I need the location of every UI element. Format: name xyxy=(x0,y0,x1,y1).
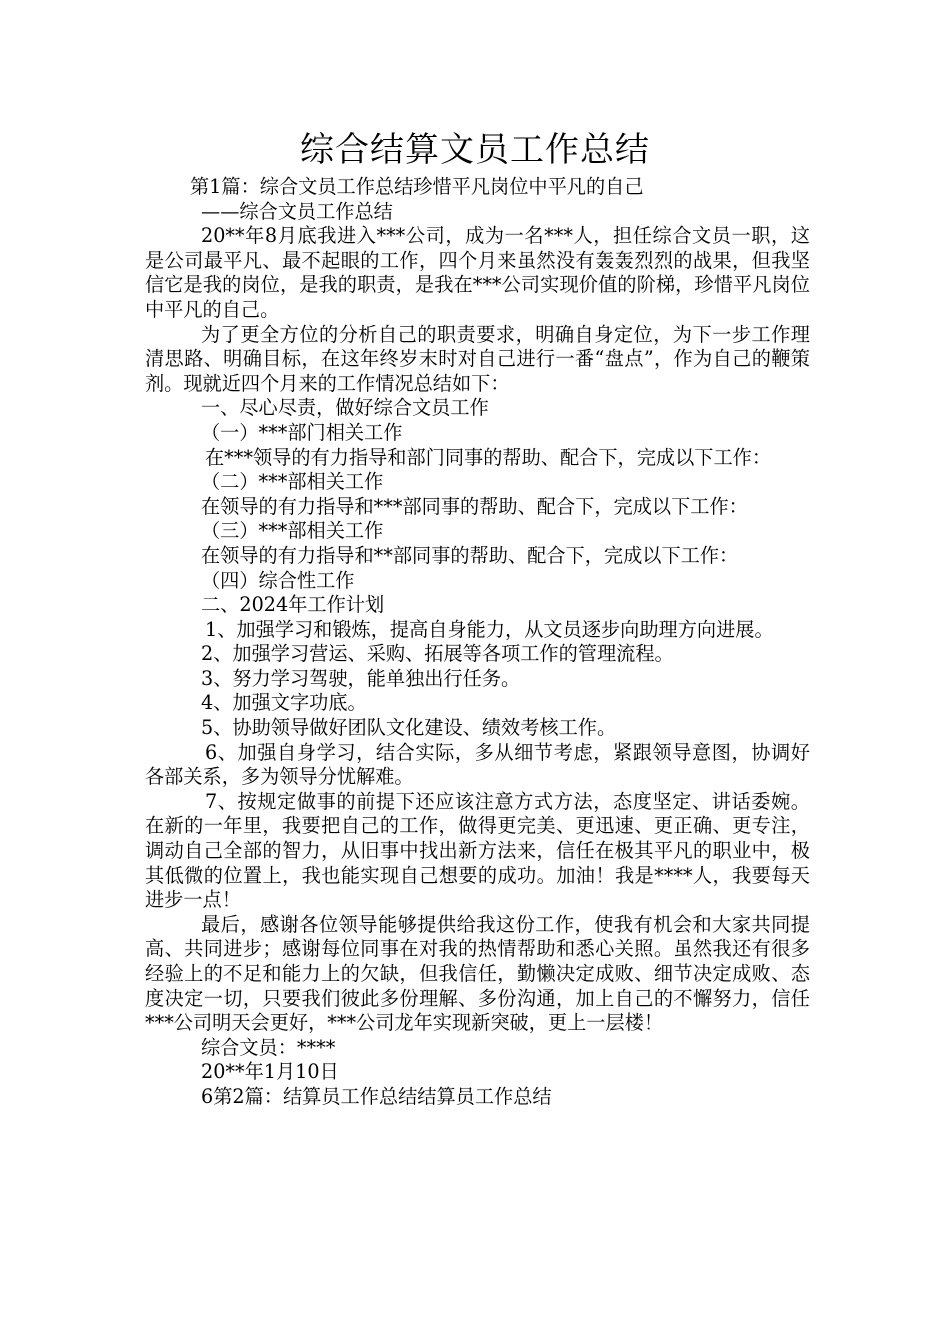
paragraph: 6第2篇：结算员工作总结结算员工作总结 xyxy=(201,1084,552,1108)
paragraph: 二、2024年工作计划 xyxy=(201,593,385,617)
paragraph: （一）***部门相关工作 xyxy=(201,420,403,444)
paragraph: 在***领导的有力指导和部门同事的帮助、配合下，完成以下工作： xyxy=(205,445,772,469)
document-title: 综合结算文员工作总结 xyxy=(300,130,650,170)
paragraph: （四）综合性工作 xyxy=(201,568,355,592)
paragraph: （二）***部相关工作 xyxy=(201,470,384,494)
paragraph: 4、加强文字功底。 xyxy=(201,691,367,715)
paragraph: 7、按规定做事的前提下还应该注意方式方法，态度坚定、讲话委婉。 在新的一年里，我要把自己的工作，做得更完美、更迅速、更正确、更专注，调动自己全部的智力，从旧事中找出新方法来，信任在极其平凡的职业中，极其低微的位置上，我也能实现自己想要的成功。加油！我是****人，我要每天进步一点！ xyxy=(145,789,810,912)
paragraph: 3、努力学习驾驶，能单独出行任务。 xyxy=(201,666,521,690)
paragraph: 20**年8月底我进入***公司，成为一名***人，担任综合文员一职，这是公司最平凡、最不起眼的工作，四个月来虽然没有轰轰烈烈的战果，但我坚信它是我的岗位，是我的职责，是我在***公司实现价值的阶梯，珍惜平凡岗位中平凡的自己。 xyxy=(145,224,810,321)
paragraph: 20**年1月10日 xyxy=(201,1060,339,1084)
paragraph: 综合文员：**** xyxy=(201,1035,336,1059)
paragraph: ——综合文员工作总结 xyxy=(201,199,393,223)
paragraph: 在领导的有力指导和**部同事的帮助、配合下，完成以下工作： xyxy=(201,543,739,567)
document-body xyxy=(145,175,810,1110)
paragraph: （三）***部相关工作 xyxy=(201,519,384,543)
paragraph: 6、加强自身学习，结合实际，多从细节考虑，紧跟领导意图，协调好各部关系，多为领导分忧解难。 xyxy=(145,740,810,789)
paragraph: 一、尽心尽责，做好综合文员工作 xyxy=(201,396,489,420)
paragraph: 2、加强学习营运、采购、拓展等各项工作的管理流程。 xyxy=(201,642,674,666)
paragraph: 在领导的有力指导和***部同事的帮助、配合下，完成以下工作： xyxy=(201,494,748,518)
paragraph: 第1篇：综合文员工作总结珍惜平凡岗位中平凡的自己 xyxy=(190,175,644,198)
paragraph: 最后，感谢各位领导能够提供给我这份工作，使我有机会和大家共同提高、共同进步；感谢每位同事在对我的热情帮助和悉心关照。虽然我还有很多经验上的不足和能力上的欠缺，但我信任，勤懒决定成败、细节决定成败、态度决定一切，只要我们彼此多份理解、多份沟通，加上自己的不懈努力，信任***公司明天会更好，***公司龙年实现新突破，更上一层楼！ xyxy=(145,912,810,1035)
paragraph: 5、协助领导做好团队文化建设、绩效考核工作。 xyxy=(201,716,617,740)
paragraph: 1、加强学习和锻炼，提高自身能力，从文员逐步向助理方向进展。 xyxy=(205,617,774,641)
paragraph: 为了更全方位的分析自己的职责要求，明确自身定位，为下一步工作理清思路、明确目标，在这年终岁末时对自己进行一番“盘点”，作为自己的鞭策剂。现就近四个月来的工作情况总结如下： xyxy=(145,322,810,395)
